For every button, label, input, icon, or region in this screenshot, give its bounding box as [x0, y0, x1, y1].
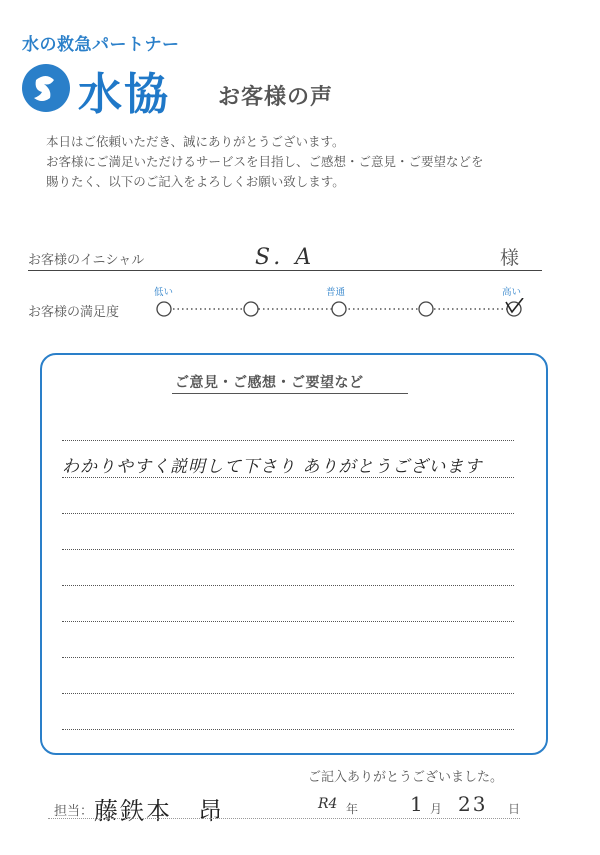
comment-line: [62, 621, 514, 622]
comments-title: ご意見・ご感想・ご要望など: [175, 375, 364, 391]
comment-line: [62, 477, 514, 478]
scale-mid-label: 普通: [326, 287, 346, 298]
satisfaction-option[interactable]: [244, 302, 258, 316]
date-month-field[interactable]: 1: [410, 792, 423, 816]
month-unit: 月: [430, 802, 443, 816]
water-drop-logo-icon: [20, 62, 72, 114]
comment-line: [62, 440, 514, 441]
staff-label: 担当：: [54, 804, 94, 819]
satisfaction-label: お客様の満足度: [28, 305, 120, 320]
satisfaction-option[interactable]: [332, 302, 346, 316]
logo-text: 水協: [78, 69, 170, 120]
initials-label: お客様のイニシャル: [28, 253, 145, 268]
initials-field[interactable]: S. A: [255, 245, 316, 270]
comment-line: [62, 513, 514, 514]
intro-line: 本日はご依頼いただき、誠にありがとうございます。: [46, 134, 345, 149]
comment-line: [62, 549, 514, 550]
date-year-field[interactable]: R4: [318, 796, 338, 812]
scale-low-label: 低い: [154, 287, 174, 298]
initials-underline: [28, 270, 542, 271]
satisfaction-option[interactable]: [157, 302, 171, 316]
staff-name-field[interactable]: 藤鉄本 昂: [94, 797, 224, 825]
comment-line: [62, 585, 514, 586]
year-unit: 年: [346, 802, 359, 816]
day-unit: 日: [508, 802, 521, 816]
footer-underline: [48, 818, 520, 820]
intro-line: 賜りたく、以下のご記入をよろしくお願い致します。: [46, 174, 345, 189]
satisfaction-option[interactable]: [419, 302, 433, 316]
comment-line: [62, 657, 514, 658]
comments-box: [40, 353, 548, 755]
satisfaction-scale: [150, 298, 530, 322]
honorific-suffix: 様: [500, 247, 520, 269]
closing-message: ご記入ありがとうございました。: [308, 770, 504, 785]
intro-text: [46, 132, 484, 192]
scale-high-label: 高い: [502, 287, 522, 298]
intro-line: お客様にご満足いただけるサービスを目指し、ご感想・ご意見・ご要望などを: [46, 154, 484, 169]
comment-line: [62, 693, 514, 694]
comment-line: [62, 729, 514, 730]
comment-field[interactable]: わかりやすく説明して下さり ありがとうございます: [62, 457, 483, 477]
tagline: 水の救急パートナー: [22, 35, 180, 55]
date-day-field[interactable]: 23: [458, 792, 488, 816]
comments-title-underline: [172, 393, 408, 394]
page-title: お客様の声: [218, 85, 334, 110]
